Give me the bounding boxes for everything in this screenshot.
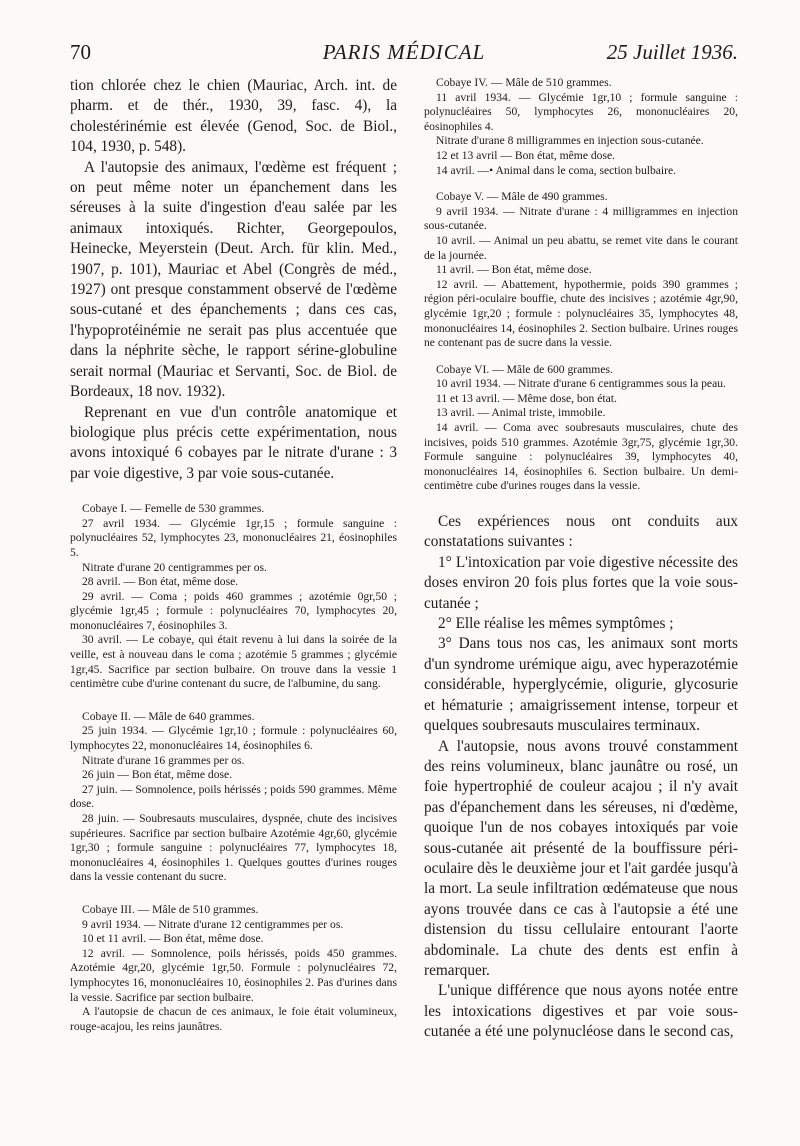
case-entry: 29 avril. — Coma ; poids 460 grammes ; azotémie 0gr,50 ; glycémie 1gr,45 ; formule : polynucléaires 70, lymphocytes 20, mononucléaires 7, éosinophiles 3. (70, 589, 397, 632)
case-entry: 13 avril. — Animal triste, immobile. (436, 406, 606, 420)
case-entry: 27 avril 1934. — Glycémie 1gr,15 ; formule sanguine : polynucléaires 52, lymphocytes 23, mononucléaires 21, éosinophiles 5. (70, 516, 397, 559)
paragraph: Ces expériences nous ont conduits aux constatations suivantes : (424, 513, 738, 551)
case-entry: 10 et 11 avril. — Bon état, même dose. (82, 932, 264, 946)
case-block-cobaye-5 (424, 190, 738, 351)
case-entry: 11 avril 1934. — Glycémie 1gr,10 ; formule sanguine : polynucléaires 50, lymphocytes 26, mononucléaires 20, éosinophiles 4. (424, 90, 738, 133)
issue-date: 25 Juillet 1936. (606, 40, 738, 64)
paragraph: 2° Elle réalise les mêmes symptômes ; (438, 615, 674, 633)
paragraph: 3° Dans tous nos cas, les animaux sont morts d'un syndrome urémique aigu, avec hyperazotémie considérable, hyperglycémie, oligurie, glycosurie et hématurie ; amaigrissement intense, torpeur et quelques soubresauts musculaires terminaux. (424, 635, 738, 735)
case-entry: 11 avril. — Bon état, même dose. (436, 263, 592, 277)
running-header (70, 40, 738, 70)
case-entry: 28 juin. — Soubresauts musculaires, dyspnée, chute des incisives supérieures. Sacrifice par section bulbaire Azotémie 4gr,60, glycémie 1gr,30 ; formule sanguine : polynucléaires 77, lymphocytes 18, mononucléaires 4, éosinophiles 1. Quelques gouttes d'urines rouges dans la vessie contenant du sucre. (70, 812, 397, 884)
case-entry: 27 juin. — Somnolence, poils hérissés ; poids 590 grammes. Même dose. (70, 782, 397, 811)
case-entry: 12 et 13 avril — Bon état, même dose. (436, 148, 616, 162)
journal-title: PARIS MÉDICAL (322, 40, 486, 64)
left-column (70, 76, 397, 1034)
right-column (424, 76, 738, 1043)
paragraph: Reprenant en vue d'un contrôle anatomique et biologique plus précis cette expérimentation, nous avons intoxiqué 6 cobayes par le nitrate d'urane : 3 par voie digestive, 3 par voie sous-cutanée. (70, 403, 397, 482)
case-entry: 10 avril. — Animal un peu abattu, se remet vite dans le courant de la journée. (424, 233, 738, 262)
case-entry: 12 avril. — Somnolence, poils hérissés, poids 450 grammes. Azotémie 4gr,20, glycémie 1gr,50. Formule : polynucléaires 72, lymphocytes 16, mononucléaires 10, éosinophiles 2. Pas d'urines dans la vessie. Sacrifice par section bulbaire. (70, 946, 397, 1004)
case-entry: Nitrate d'urane 20 centigrammes per os. (82, 560, 267, 574)
case-entry: A l'autopsie de chacun de ces animaux, le foie était volumineux, rouge-acajou, les reins jaunâtres. (70, 1005, 397, 1033)
case-entry: 10 avril 1934. — Nitrate d'urane 6 centigrammes sous la peau. (436, 377, 726, 391)
case-entry: Nitrate d'urane 16 grammes per os. (82, 753, 245, 767)
case-block-cobaye-4 (424, 76, 738, 178)
case-entry: 9 avril 1934. — Nitrate d'urane : 4 milligrammes en injection sous-cutanée. (424, 204, 738, 233)
paragraph: L'unique différence que nous ayons notée entre les intoxications digestives et par voie sous-cutanée a été une polynucléose dans le second cas, (424, 982, 738, 1041)
case-title: Cobaye IV. — Mâle de 510 grammes. (436, 76, 612, 89)
case-block-cobaye-2 (70, 710, 397, 885)
case-title: Cobaye VI. — Mâle de 600 grammes. (436, 362, 613, 376)
paragraph: tion chlorée chez le chien (Mauriac, Arch. int. de pharm. et de thér., 1930, 39, fasc. 4), la cholestérinémie est élevée (Genod, Soc. de Biol., 104, 1930, p. 548). (70, 77, 397, 156)
case-block-cobaye-3 (70, 903, 397, 1034)
case-entry: 12 avril. — Abattement, hypothermie, poids 390 grammes ; région péri-oculaire bouffie, chute des incisives ; azotémie 4gr,90, glycémie 1gr,20 ; formule : polynucléaires 35, lymphocytes 48, mononucléaires 14, éosinophiles 2. Section bulbaire. Urines rouges ne contenant pas de sucre dans la vessie. (424, 277, 738, 350)
case-entry: 25 juin 1934. — Glycémie 1gr,10 ; formule : polynucléaires 60, lymphocytes 22, mononucléaires 14, éosinophiles 6. (70, 724, 397, 753)
case-title: Cobaye V. — Mâle de 490 grammes. (436, 190, 608, 204)
paragraph: A l'autopsie des animaux, l'œdème est fréquent ; on peut même noter un épanchement dans les séreuses à la suite d'ingestion d'eau salée par les animaux intoxiqués. Richter, Georgepoulos, Heinecke, Meyerstein (Deut. Arch. für klin. Med., 1907, p. 101), Mauriac et Abel (Congrès de méd., 1927) ont presque constamment observé de l'œdème sous-cutané et des épanchements ; dans ces cas, l'hypoprotéinémie ne serait pas plus accentuée que dans la néphrite sèche, le rapport sérine-globuline serait normal (Mauriac et Servanti, Soc. de Biol. de Bordeaux, 18 nov. 1932). (70, 158, 397, 401)
case-title: Cobaye III. — Mâle de 510 grammes. (82, 902, 259, 916)
page-number: 70 (70, 40, 91, 64)
case-block-cobaye-6 (424, 363, 738, 494)
case-entry: 26 juin — Bon état, même dose. (82, 768, 233, 782)
case-title: Cobaye II. — Mâle de 640 grammes. (82, 709, 255, 723)
case-block-cobaye-1 (70, 502, 397, 692)
case-entry: Nitrate d'urane 8 milligrammes en injection sous-cutanée. (436, 134, 704, 148)
case-entry: 28 avril. — Bon état, même dose. (82, 575, 239, 589)
case-entry: 14 avril. —• Animal dans le coma, section bulbaire. (436, 163, 677, 177)
paragraph: A l'autopsie, nous avons trouvé constamment des reins volumineux, blanc jaunâtre ou rosé, un foie hypertrophié de couleur acajou ; il n'y avait pas d'épanchement dans les séreuses, ni d'œdème, quoique l'un de nos cobayes intoxiqués par voie sous-cutanée ait présenté de la bouffissure péri-oculaire dès le deuxième jour et l'ait gardée jusqu'à la mort. La seule infiltration œdémateuse que nous ayons trouvée dans ce cas à l'autopsie a été une distension du tissu cellulaire entourant l'aorte abdominale. La chute des dents est enfin à remarquer. (424, 737, 738, 979)
case-entry: 14 avril. — Coma avec soubresauts musculaires, chute des incisives, poids 510 grammes. Azotémie 3gr,75, glycémie 1gr,30. Formule sanguine : polynucléaires 39, lymphocytes 40, mononucléaires 14, éosinophiles 6. Section bulbaire. Un demi-centimètre cube d'urines rouges dans la vessie. (424, 421, 738, 493)
case-entry: 11 et 13 avril. — Même dose, bon état. (436, 391, 617, 405)
paragraph: 1° L'intoxication par voie digestive nécessite des doses environ 20 fois plus fortes que la voie sous-cutanée ; (424, 553, 738, 612)
case-title: Cobaye I. — Femelle de 530 grammes. (82, 502, 265, 516)
case-entry: 9 avril 1934. — Nitrate d'urane 12 centigrammes per os. (82, 917, 344, 931)
case-entry: 30 avril. — Le cobaye, qui était revenu à lui dans la soirée de la veille, est à nouveau dans le coma ; azotémie 5 grammes ; glycémie 1gr,45. Sacrifice par section bulbaire. On trouve dans la vessie 1 centimètre cube d'urine contenant du sucre, de l'albumine, du sang. (70, 633, 397, 691)
